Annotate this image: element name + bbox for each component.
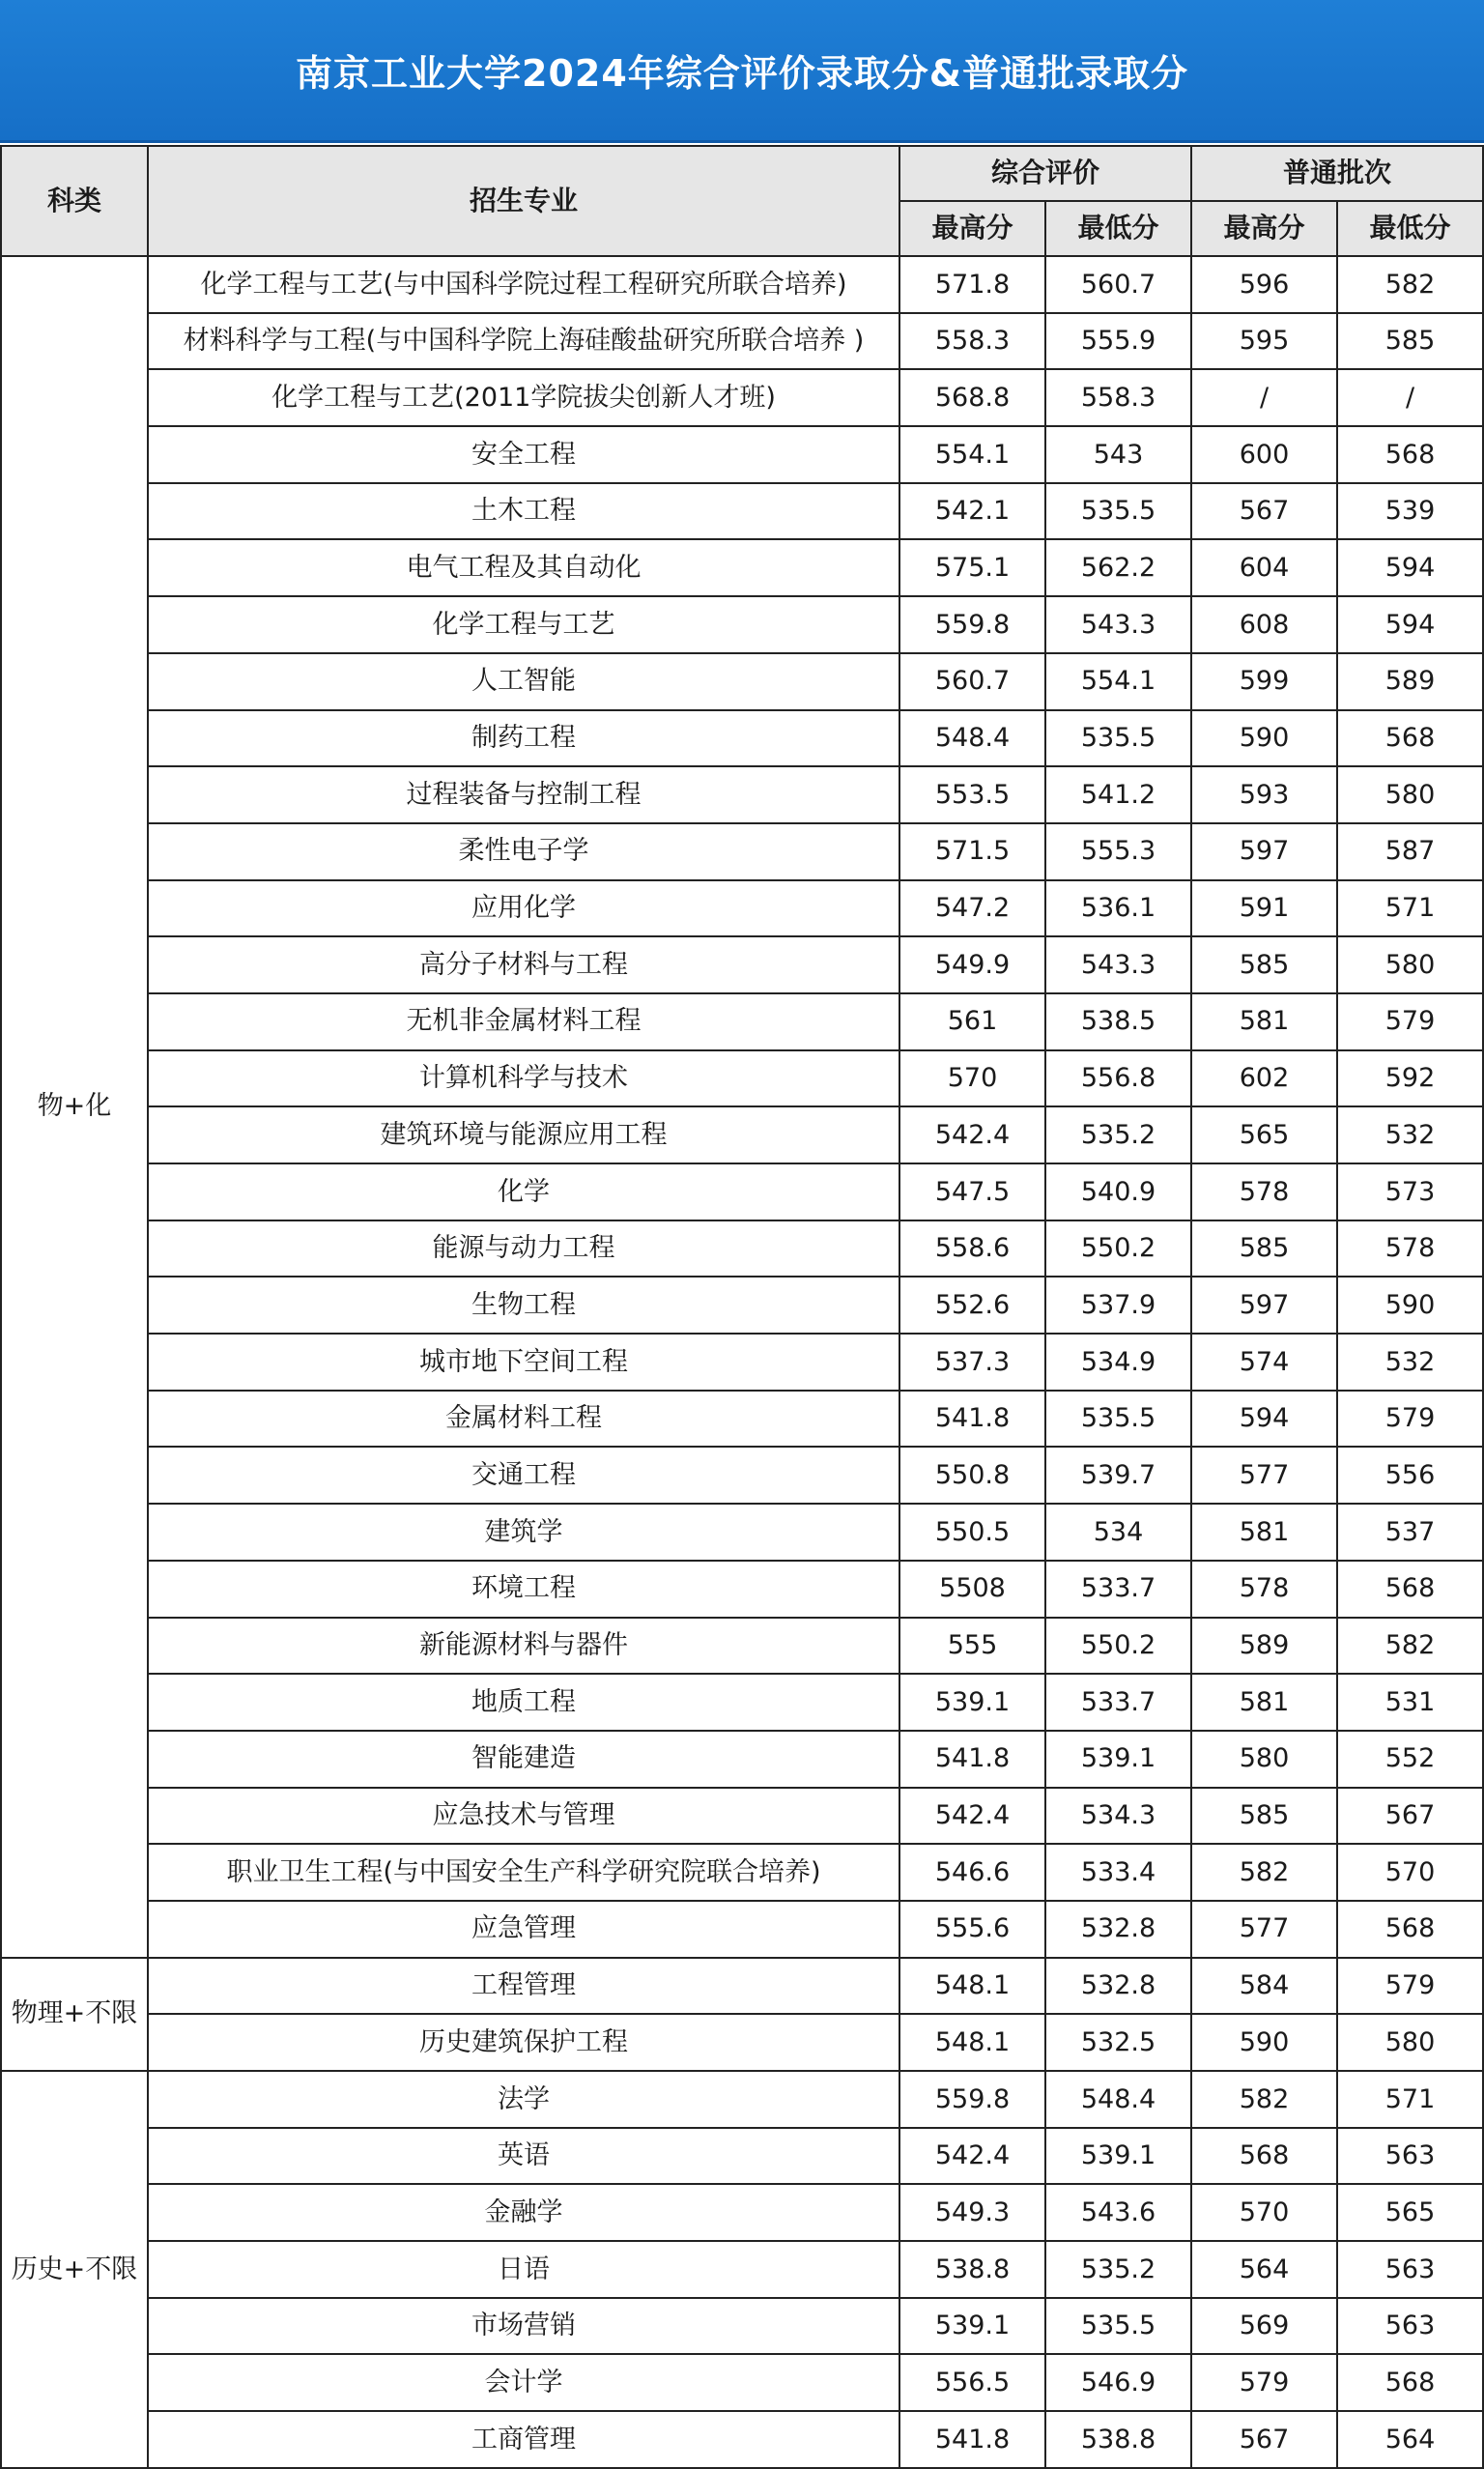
major-cell: 人工智能	[148, 653, 899, 710]
regular-max-cell: 582	[1191, 1844, 1337, 1901]
comprehensive-max-cell: 542.1	[899, 483, 1045, 540]
regular-max-cell: 567	[1191, 2411, 1337, 2468]
header-regular: 普通批次	[1191, 146, 1483, 201]
table-row	[1, 1391, 1483, 1448]
comprehensive-max-cell: 558.6	[899, 1220, 1045, 1278]
table-row	[1, 710, 1483, 767]
comprehensive-max-cell: 550.8	[899, 1447, 1045, 1504]
table-row	[1, 1844, 1483, 1901]
page-title: 南京工业大学2024年综合评价录取分&普通批录取分	[296, 52, 1188, 95]
regular-max-cell: 591	[1191, 880, 1337, 937]
comprehensive-max-cell: 5508	[899, 1561, 1045, 1618]
comprehensive-min-cell: 533.7	[1045, 1674, 1191, 1731]
comprehensive-min-cell: 550.2	[1045, 1220, 1191, 1278]
regular-max-cell: 585	[1191, 1220, 1337, 1278]
comprehensive-min-cell: 538.5	[1045, 993, 1191, 1050]
comprehensive-max-cell: 571.8	[899, 256, 1045, 313]
regular-max-cell: 589	[1191, 1618, 1337, 1675]
comprehensive-min-cell: 555.9	[1045, 313, 1191, 370]
regular-max-cell: 579	[1191, 2354, 1337, 2411]
regular-max-cell: 567	[1191, 483, 1337, 540]
regular-max-cell: 590	[1191, 2014, 1337, 2071]
regular-min-cell: 582	[1337, 1618, 1483, 1675]
major-cell: 过程装备与控制工程	[148, 766, 899, 823]
comprehensive-min-cell: 535.5	[1045, 710, 1191, 767]
comprehensive-min-cell: 533.4	[1045, 1844, 1191, 1901]
comprehensive-max-cell: 541.8	[899, 1391, 1045, 1448]
regular-max-cell: 594	[1191, 1391, 1337, 1448]
comprehensive-max-cell: 549.3	[899, 2184, 1045, 2241]
major-cell: 金属材料工程	[148, 1391, 899, 1448]
major-cell: 化学工程与工艺(与中国科学院过程工程研究所联合培养)	[148, 256, 899, 313]
comprehensive-min-cell: 533.7	[1045, 1561, 1191, 1618]
regular-max-cell: 577	[1191, 1901, 1337, 1958]
header-comprehensive: 综合评价	[899, 146, 1191, 201]
table-row	[1, 483, 1483, 540]
comprehensive-max-cell: 542.4	[899, 2128, 1045, 2185]
comprehensive-max-cell: 547.5	[899, 1163, 1045, 1220]
regular-max-cell: 578	[1191, 1561, 1337, 1618]
table-row	[1, 2184, 1483, 2241]
table-row	[1, 313, 1483, 370]
comprehensive-min-cell: 539.1	[1045, 2128, 1191, 2185]
major-cell: 智能建造	[148, 1731, 899, 1788]
header-comprehensive-max: 最高分	[899, 201, 1045, 256]
comprehensive-min-cell: 535.2	[1045, 1106, 1191, 1163]
regular-max-cell: /	[1191, 369, 1337, 426]
regular-max-cell: 604	[1191, 539, 1337, 596]
table-row	[1, 596, 1483, 653]
comprehensive-min-cell: 532.5	[1045, 2014, 1191, 2071]
regular-max-cell: 597	[1191, 823, 1337, 880]
category-cell: 物+化	[1, 256, 148, 1958]
major-cell: 地质工程	[148, 1674, 899, 1731]
comprehensive-min-cell: 535.5	[1045, 2298, 1191, 2355]
title-banner	[0, 0, 1484, 143]
comprehensive-max-cell: 558.3	[899, 313, 1045, 370]
comprehensive-min-cell: 532.8	[1045, 1958, 1191, 2015]
comprehensive-min-cell: 538.8	[1045, 2411, 1191, 2468]
regular-min-cell: 568	[1337, 1561, 1483, 1618]
comprehensive-min-cell: 543.6	[1045, 2184, 1191, 2241]
regular-min-cell: 532	[1337, 1334, 1483, 1391]
table-row	[1, 1106, 1483, 1163]
comprehensive-max-cell: 548.1	[899, 2014, 1045, 2071]
regular-min-cell: 539	[1337, 483, 1483, 540]
regular-min-cell: 531	[1337, 1674, 1483, 1731]
major-cell: 历史建筑保护工程	[148, 2014, 899, 2071]
regular-min-cell: 568	[1337, 710, 1483, 767]
comprehensive-max-cell: 541.8	[899, 2411, 1045, 2468]
comprehensive-min-cell: 554.1	[1045, 653, 1191, 710]
regular-min-cell: 563	[1337, 2298, 1483, 2355]
table-row	[1, 1788, 1483, 1845]
comprehensive-min-cell: 532.8	[1045, 1901, 1191, 1958]
comprehensive-max-cell: 559.8	[899, 596, 1045, 653]
table-row	[1, 880, 1483, 937]
major-cell: 工商管理	[148, 2411, 899, 2468]
category-cell: 物理+不限	[1, 1958, 148, 2071]
regular-min-cell: 568	[1337, 1901, 1483, 1958]
major-cell: 应急技术与管理	[148, 1788, 899, 1845]
comprehensive-max-cell: 539.1	[899, 2298, 1045, 2355]
regular-min-cell: 563	[1337, 2241, 1483, 2298]
comprehensive-max-cell: 541.8	[899, 1731, 1045, 1788]
regular-min-cell: /	[1337, 369, 1483, 426]
regular-min-cell: 570	[1337, 1844, 1483, 1901]
regular-min-cell: 590	[1337, 1277, 1483, 1334]
major-cell: 市场营销	[148, 2298, 899, 2355]
regular-min-cell: 568	[1337, 426, 1483, 483]
table-row	[1, 1220, 1483, 1278]
regular-min-cell: 552	[1337, 1731, 1483, 1788]
comprehensive-min-cell: 534	[1045, 1504, 1191, 1561]
regular-min-cell: 579	[1337, 993, 1483, 1050]
regular-min-cell: 578	[1337, 1220, 1483, 1278]
major-cell: 柔性电子学	[148, 823, 899, 880]
regular-min-cell: 589	[1337, 653, 1483, 710]
major-cell: 电气工程及其自动化	[148, 539, 899, 596]
regular-max-cell: 581	[1191, 1504, 1337, 1561]
regular-min-cell: 580	[1337, 2014, 1483, 2071]
major-cell: 环境工程	[148, 1561, 899, 1618]
table-row	[1, 256, 1483, 313]
comprehensive-max-cell: 542.4	[899, 1106, 1045, 1163]
regular-max-cell: 596	[1191, 256, 1337, 313]
table-row	[1, 993, 1483, 1050]
major-cell: 法学	[148, 2071, 899, 2128]
regular-max-cell: 570	[1191, 2184, 1337, 2241]
comprehensive-min-cell: 543	[1045, 426, 1191, 483]
table-row	[1, 1561, 1483, 1618]
table-row	[1, 1277, 1483, 1334]
regular-min-cell: 594	[1337, 596, 1483, 653]
comprehensive-min-cell: 558.3	[1045, 369, 1191, 426]
comprehensive-max-cell: 553.5	[899, 766, 1045, 823]
table-row	[1, 2298, 1483, 2355]
comprehensive-max-cell: 556.5	[899, 2354, 1045, 2411]
regular-min-cell: 563	[1337, 2128, 1483, 2185]
major-cell: 会计学	[148, 2354, 899, 2411]
comprehensive-max-cell: 549.9	[899, 936, 1045, 993]
table-row	[1, 1731, 1483, 1788]
comprehensive-max-cell: 548.1	[899, 1958, 1045, 2015]
regular-min-cell: 573	[1337, 1163, 1483, 1220]
comprehensive-min-cell: 536.1	[1045, 880, 1191, 937]
regular-max-cell: 574	[1191, 1334, 1337, 1391]
major-cell: 建筑学	[148, 1504, 899, 1561]
regular-max-cell: 577	[1191, 1447, 1337, 1504]
comprehensive-min-cell: 539.7	[1045, 1447, 1191, 1504]
comprehensive-min-cell: 555.3	[1045, 823, 1191, 880]
table-row	[1, 653, 1483, 710]
admission-scores-table	[0, 145, 1484, 2469]
regular-max-cell: 593	[1191, 766, 1337, 823]
comprehensive-max-cell: 546.6	[899, 1844, 1045, 1901]
comprehensive-max-cell: 552.6	[899, 1277, 1045, 1334]
regular-min-cell: 537	[1337, 1504, 1483, 1561]
regular-min-cell: 556	[1337, 1447, 1483, 1504]
header-major: 招生专业	[148, 146, 899, 256]
comprehensive-min-cell: 534.3	[1045, 1788, 1191, 1845]
regular-max-cell: 582	[1191, 2071, 1337, 2128]
comprehensive-max-cell: 537.3	[899, 1334, 1045, 1391]
comprehensive-max-cell: 542.4	[899, 1788, 1045, 1845]
regular-max-cell: 578	[1191, 1163, 1337, 1220]
regular-max-cell: 565	[1191, 1106, 1337, 1163]
regular-min-cell: 565	[1337, 2184, 1483, 2241]
regular-min-cell: 571	[1337, 2071, 1483, 2128]
comprehensive-max-cell: 575.1	[899, 539, 1045, 596]
comprehensive-max-cell: 559.8	[899, 2071, 1045, 2128]
header-regular-min: 最低分	[1337, 201, 1483, 256]
comprehensive-min-cell: 546.9	[1045, 2354, 1191, 2411]
table-row	[1, 2071, 1483, 2128]
comprehensive-min-cell: 535.2	[1045, 2241, 1191, 2298]
comprehensive-min-cell: 535.5	[1045, 483, 1191, 540]
regular-max-cell: 608	[1191, 596, 1337, 653]
major-cell: 高分子材料与工程	[148, 936, 899, 993]
regular-min-cell: 579	[1337, 1391, 1483, 1448]
major-cell: 安全工程	[148, 426, 899, 483]
comprehensive-min-cell: 535.5	[1045, 1391, 1191, 1448]
major-cell: 能源与动力工程	[148, 1220, 899, 1278]
table-row	[1, 1447, 1483, 1504]
comprehensive-min-cell: 560.7	[1045, 256, 1191, 313]
major-cell: 土木工程	[148, 483, 899, 540]
comprehensive-min-cell: 537.9	[1045, 1277, 1191, 1334]
regular-max-cell: 568	[1191, 2128, 1337, 2185]
table-row	[1, 1163, 1483, 1220]
table-row	[1, 936, 1483, 993]
comprehensive-max-cell: 555	[899, 1618, 1045, 1675]
header-comprehensive-min: 最低分	[1045, 201, 1191, 256]
comprehensive-min-cell: 543.3	[1045, 596, 1191, 653]
comprehensive-max-cell: 548.4	[899, 710, 1045, 767]
major-cell: 化学工程与工艺(2011学院拔尖创新人才班)	[148, 369, 899, 426]
header-regular-max: 最高分	[1191, 201, 1337, 256]
comprehensive-min-cell: 548.4	[1045, 2071, 1191, 2128]
table-row	[1, 1901, 1483, 1958]
comprehensive-min-cell: 539.1	[1045, 1731, 1191, 1788]
regular-min-cell: 579	[1337, 1958, 1483, 2015]
regular-min-cell: 585	[1337, 313, 1483, 370]
regular-max-cell: 602	[1191, 1050, 1337, 1107]
regular-min-cell: 571	[1337, 880, 1483, 937]
table-row	[1, 2411, 1483, 2468]
regular-max-cell: 581	[1191, 993, 1337, 1050]
major-cell: 新能源材料与器件	[148, 1618, 899, 1675]
comprehensive-max-cell: 571.5	[899, 823, 1045, 880]
comprehensive-max-cell: 555.6	[899, 1901, 1045, 1958]
major-cell: 日语	[148, 2241, 899, 2298]
major-cell: 制药工程	[148, 710, 899, 767]
table-row	[1, 766, 1483, 823]
major-cell: 应用化学	[148, 880, 899, 937]
comprehensive-min-cell: 550.2	[1045, 1618, 1191, 1675]
comprehensive-max-cell: 550.5	[899, 1504, 1045, 1561]
table-row	[1, 1958, 1483, 2015]
major-cell: 城市地下空间工程	[148, 1334, 899, 1391]
major-cell: 建筑环境与能源应用工程	[148, 1106, 899, 1163]
regular-min-cell: 568	[1337, 2354, 1483, 2411]
regular-max-cell: 580	[1191, 1731, 1337, 1788]
comprehensive-min-cell: 562.2	[1045, 539, 1191, 596]
header-category: 科类	[1, 146, 148, 256]
regular-min-cell: 580	[1337, 936, 1483, 993]
comprehensive-min-cell: 534.9	[1045, 1334, 1191, 1391]
major-cell: 工程管理	[148, 1958, 899, 2015]
comprehensive-min-cell: 540.9	[1045, 1163, 1191, 1220]
regular-min-cell: 587	[1337, 823, 1483, 880]
regular-max-cell: 595	[1191, 313, 1337, 370]
regular-min-cell: 567	[1337, 1788, 1483, 1845]
regular-max-cell: 597	[1191, 1277, 1337, 1334]
regular-min-cell: 532	[1337, 1106, 1483, 1163]
table-row	[1, 539, 1483, 596]
table-row	[1, 2014, 1483, 2071]
table-row	[1, 2241, 1483, 2298]
comprehensive-max-cell: 547.2	[899, 880, 1045, 937]
comprehensive-max-cell: 570	[899, 1050, 1045, 1107]
table-row	[1, 1618, 1483, 1675]
regular-min-cell: 564	[1337, 2411, 1483, 2468]
major-cell: 职业卫生工程(与中国安全生产科学研究院联合培养)	[148, 1844, 899, 1901]
comprehensive-max-cell: 539.1	[899, 1674, 1045, 1731]
comprehensive-max-cell: 538.8	[899, 2241, 1045, 2298]
comprehensive-max-cell: 561	[899, 993, 1045, 1050]
regular-max-cell: 590	[1191, 710, 1337, 767]
regular-max-cell: 585	[1191, 936, 1337, 993]
major-cell: 生物工程	[148, 1277, 899, 1334]
table-row	[1, 1504, 1483, 1561]
major-cell: 英语	[148, 2128, 899, 2185]
regular-min-cell: 582	[1337, 256, 1483, 313]
comprehensive-min-cell: 541.2	[1045, 766, 1191, 823]
major-cell: 化学	[148, 1163, 899, 1220]
table-row	[1, 426, 1483, 483]
table-row	[1, 1674, 1483, 1731]
major-cell: 计算机科学与技术	[148, 1050, 899, 1107]
major-cell: 无机非金属材料工程	[148, 993, 899, 1050]
comprehensive-min-cell: 556.8	[1045, 1050, 1191, 1107]
major-cell: 化学工程与工艺	[148, 596, 899, 653]
regular-max-cell: 564	[1191, 2241, 1337, 2298]
table-row	[1, 823, 1483, 880]
major-cell: 金融学	[148, 2184, 899, 2241]
regular-min-cell: 580	[1337, 766, 1483, 823]
major-cell: 材料科学与工程(与中国科学院上海硅酸盐研究所联合培养 )	[148, 313, 899, 370]
table-body	[1, 256, 1483, 2468]
table-row	[1, 1050, 1483, 1107]
table-row	[1, 369, 1483, 426]
comprehensive-max-cell: 554.1	[899, 426, 1045, 483]
comprehensive-min-cell: 543.3	[1045, 936, 1191, 993]
category-cell: 历史+不限	[1, 2071, 148, 2468]
major-cell: 交通工程	[148, 1447, 899, 1504]
regular-min-cell: 592	[1337, 1050, 1483, 1107]
comprehensive-max-cell: 560.7	[899, 653, 1045, 710]
regular-max-cell: 581	[1191, 1674, 1337, 1731]
regular-max-cell: 569	[1191, 2298, 1337, 2355]
major-cell: 应急管理	[148, 1901, 899, 1958]
table-row	[1, 2128, 1483, 2185]
comprehensive-max-cell: 568.8	[899, 369, 1045, 426]
table-row	[1, 1334, 1483, 1391]
regular-max-cell: 584	[1191, 1958, 1337, 2015]
regular-min-cell: 594	[1337, 539, 1483, 596]
regular-max-cell: 600	[1191, 426, 1337, 483]
regular-max-cell: 585	[1191, 1788, 1337, 1845]
table-row	[1, 2354, 1483, 2411]
regular-max-cell: 599	[1191, 653, 1337, 710]
